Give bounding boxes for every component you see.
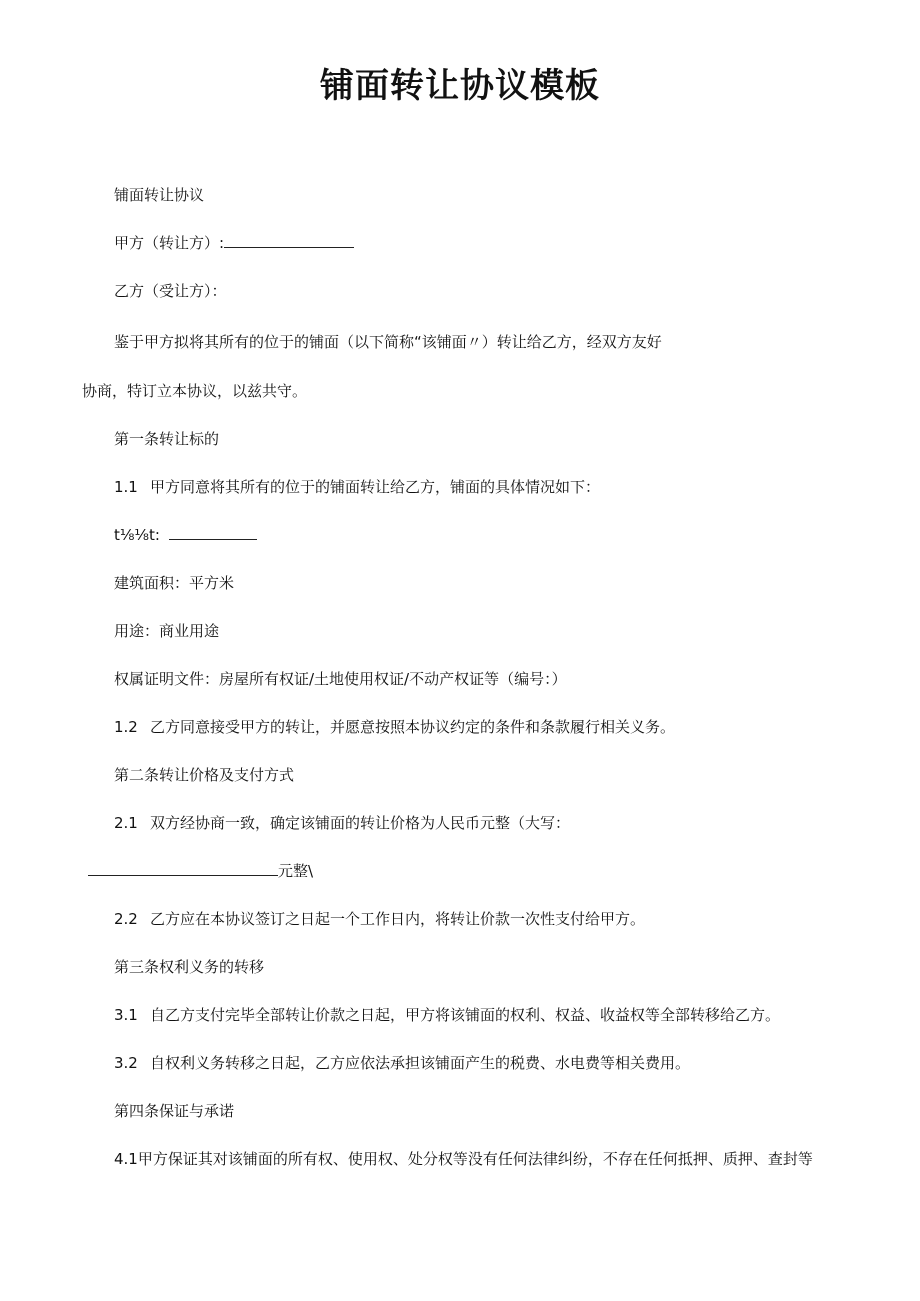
clause-2-2-text: 乙方应在本协议签订之日起一个工作日内，将转让价款一次性支付给甲方。 bbox=[150, 910, 646, 928]
address-blank bbox=[169, 525, 257, 540]
address-label: t⅛⅛t: bbox=[114, 526, 160, 544]
clause-2-2 bbox=[114, 908, 645, 930]
clause-3-2-number: 3.2 bbox=[114, 1054, 138, 1072]
clause-1-2-text: 乙方同意接受甲方的转让，并愿意按照本协议约定的条件和条款履行相关义务。 bbox=[150, 718, 676, 736]
clause-2-1 bbox=[114, 812, 570, 834]
clause-3-1 bbox=[114, 1004, 780, 1026]
party-a-blank bbox=[224, 233, 354, 248]
article-3-title: 第三条权利义务的转移 bbox=[114, 958, 265, 976]
area-line: 建筑面积：平方米 bbox=[114, 574, 235, 592]
clause-1-2-number: 1.2 bbox=[114, 718, 138, 736]
clause-2-2-number: 2.2 bbox=[114, 910, 138, 928]
ownership-line: 权属证明文件：房屋所有权证/土地使用权证/不动产权证等（编号：） bbox=[114, 670, 567, 688]
preamble-line-2: 协商，特订立本协议，以兹共守。 bbox=[82, 382, 308, 400]
party-b-line: 乙方（受让方）： bbox=[114, 282, 227, 300]
article-2-title: 第二条转让价格及支付方式 bbox=[114, 766, 295, 784]
clause-1-1-text: 甲方同意将其所有的位于的铺面转让给乙方，铺面的具体情况如下： bbox=[150, 478, 601, 496]
agreement-heading: 铺面转让协议 bbox=[114, 186, 205, 204]
clause-2-1-tail: 元整\ bbox=[278, 862, 314, 880]
clause-1-2 bbox=[114, 716, 675, 738]
clause-2-1-text: 双方经协商一致，确定该铺面的转让价格为人民币元整（大写： bbox=[150, 814, 571, 832]
clause-1-1 bbox=[114, 476, 600, 498]
preamble-line-1: 鉴于甲方拟将其所有的位于的铺面（以下简称“该铺面〃）转让给乙方，经双方友好 bbox=[114, 333, 662, 351]
party-a-line bbox=[114, 232, 354, 254]
clause-4-1: 4.1甲方保证其对该铺面的所有权、使用权、处分权等没有任何法律纠纷，不存在任何抵押、质押、查封等 bbox=[114, 1150, 813, 1168]
clause-2-1-continuation bbox=[88, 860, 313, 882]
document-title: 铺面转让协议模板 bbox=[320, 66, 600, 106]
clause-3-1-text: 自乙方支付完毕全部转让价款之日起，甲方将该铺面的权利、权益、收益权等全部转移给乙方。 bbox=[150, 1006, 781, 1024]
clause-3-1-number: 3.1 bbox=[114, 1006, 138, 1024]
usage-line: 用途：商业用途 bbox=[114, 622, 220, 640]
amount-words-blank bbox=[88, 861, 278, 876]
party-a-label: 甲方（转让方）: bbox=[114, 234, 225, 252]
article-4-title: 第四条保证与承诺 bbox=[114, 1102, 235, 1120]
clause-3-2 bbox=[114, 1052, 690, 1074]
clause-2-1-number: 2.1 bbox=[114, 814, 138, 832]
article-1-title: 第一条转让标的 bbox=[114, 430, 220, 448]
address-line bbox=[114, 524, 257, 546]
clause-1-1-number: 1.1 bbox=[114, 478, 138, 496]
clause-3-2-text: 自权利义务转移之日起，乙方应依法承担该铺面产生的税费、水电费等相关费用。 bbox=[150, 1054, 691, 1072]
